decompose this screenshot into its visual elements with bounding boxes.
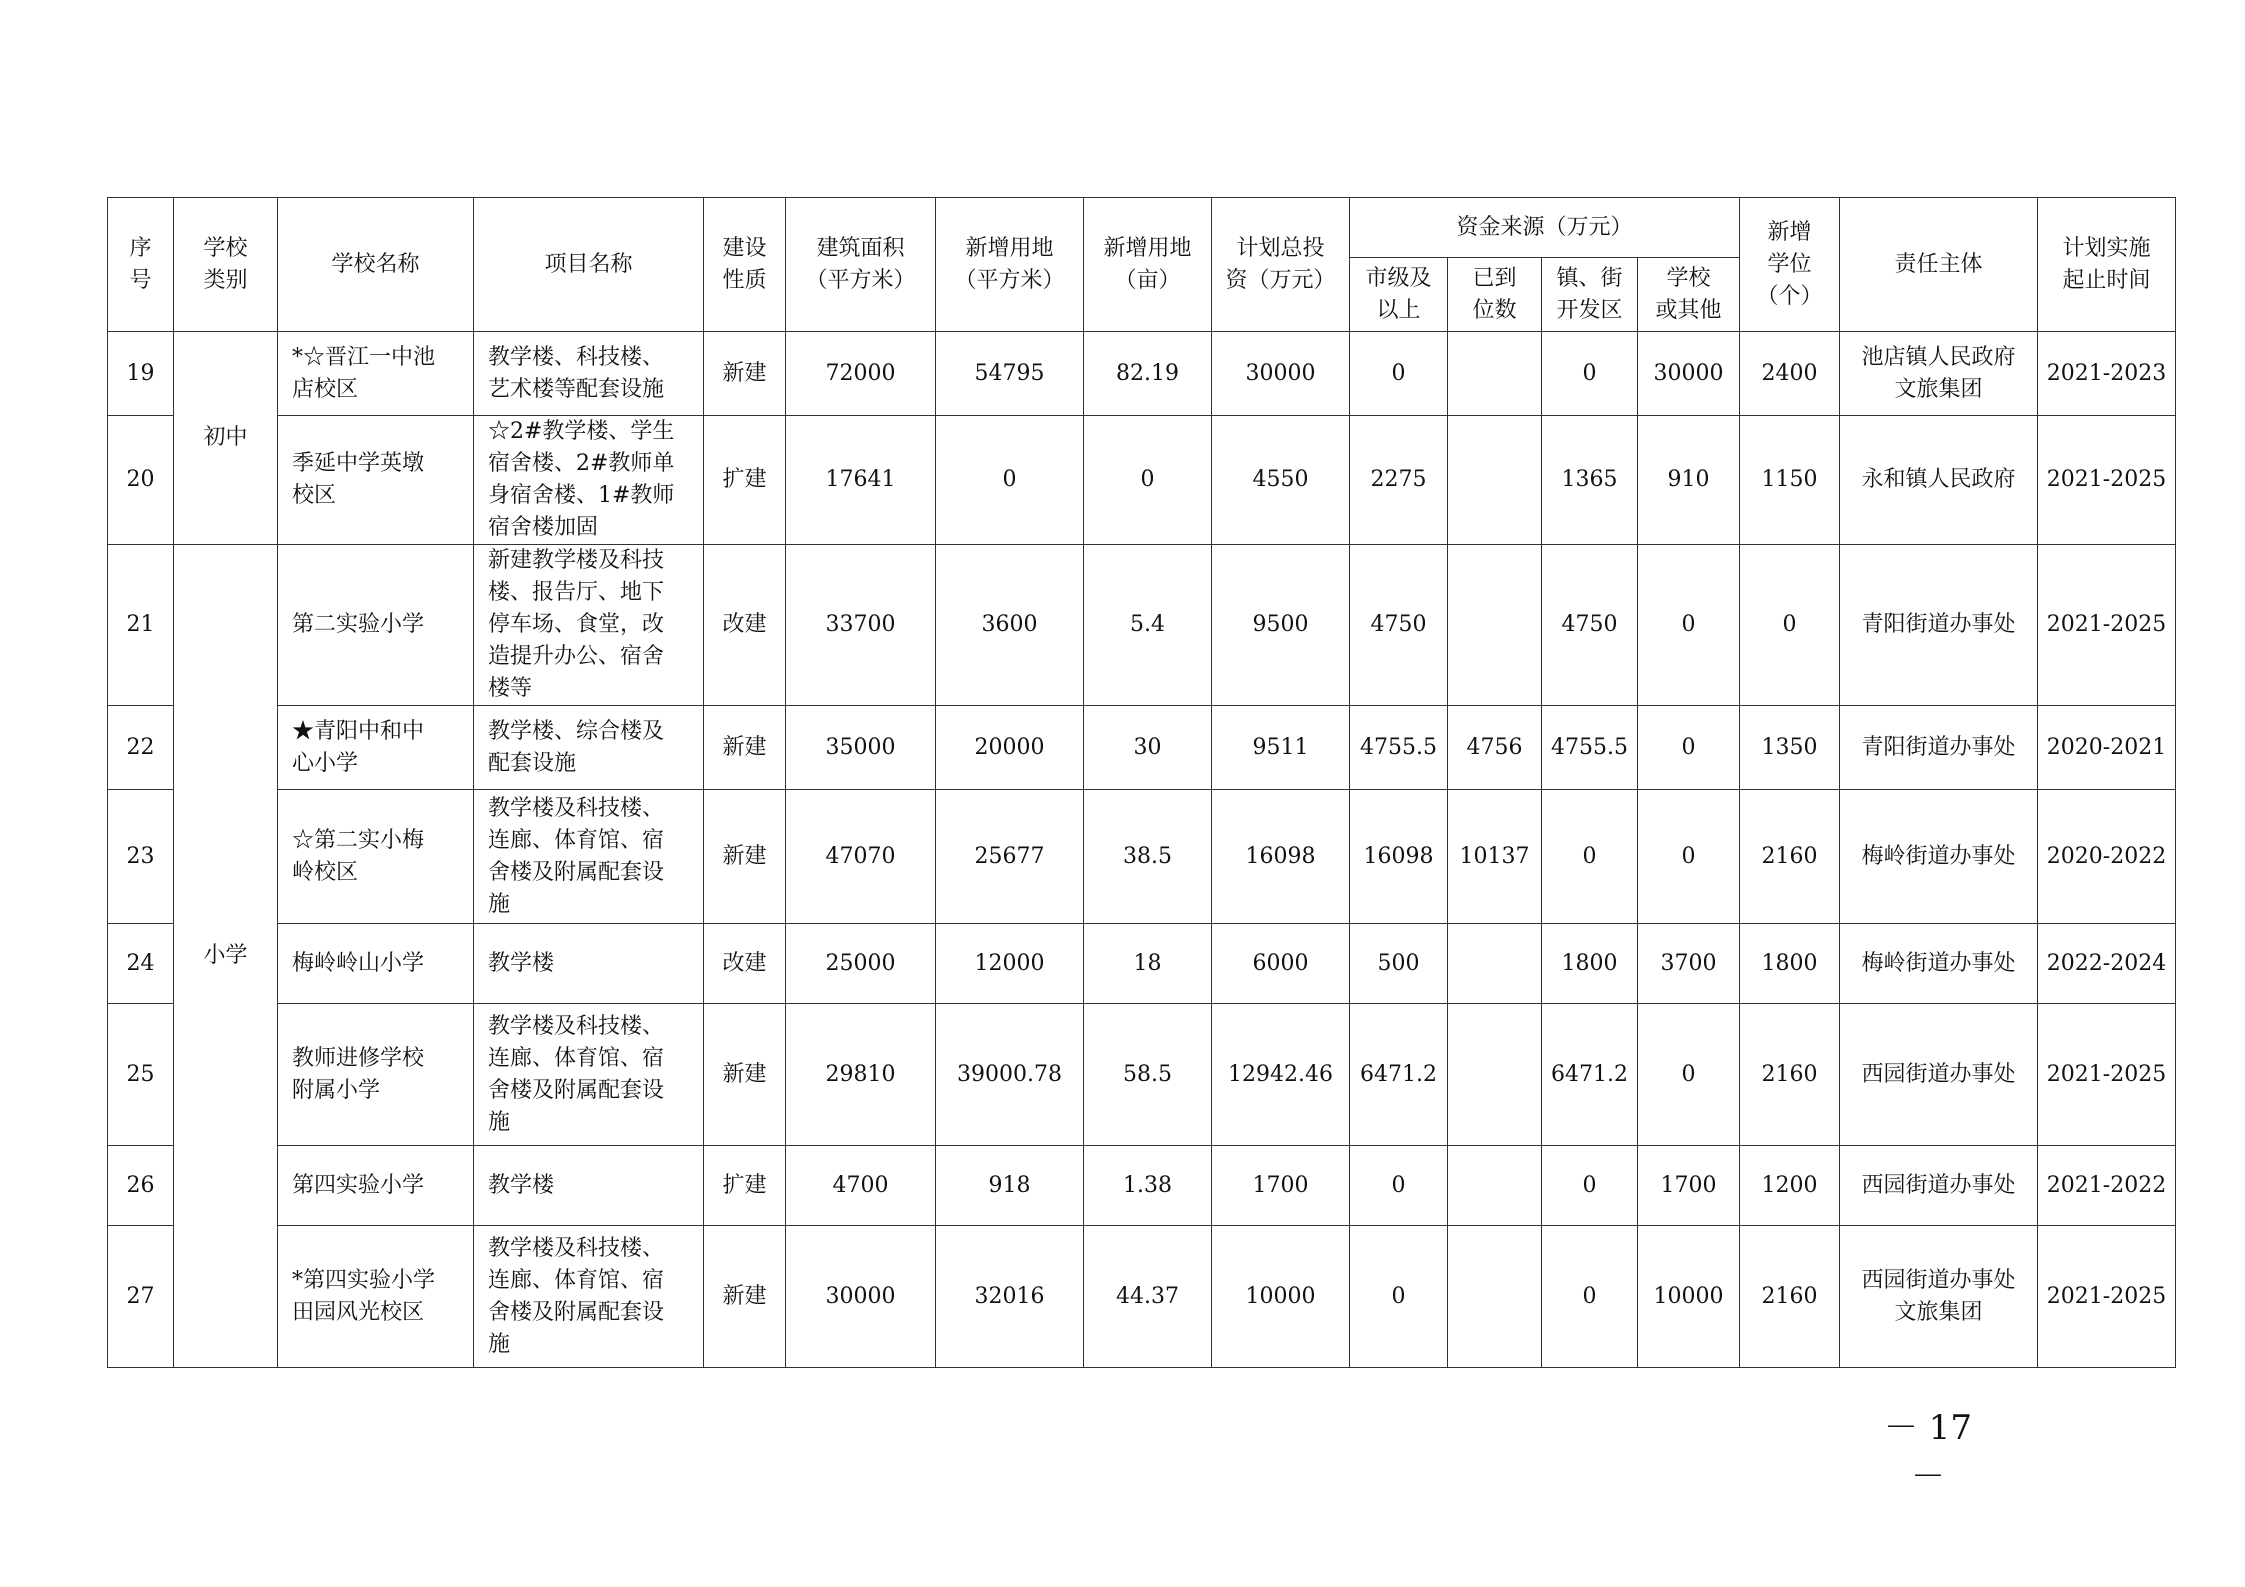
header-fund-town: 镇、街 开发区 <box>1542 258 1638 332</box>
seq-cell: 19 <box>108 332 174 416</box>
owner-cell: 西园街道办事处 文旅集团 <box>1840 1226 2038 1368</box>
seq-cell: 24 <box>108 924 174 1004</box>
table-row <box>108 1004 2176 1146</box>
owner-cell: 青阳街道办事处 <box>1840 545 2038 706</box>
seats-cell: 2160 <box>1740 1004 1840 1146</box>
project-name-cell: 教学楼及科技楼、 连廊、体育馆、宿 舍楼及附属配套设 施 <box>474 1004 704 1146</box>
land-mu-cell: 5.4 <box>1084 545 1212 706</box>
seq-cell: 23 <box>108 790 174 924</box>
table-row <box>108 332 2176 416</box>
header-area: 建筑面积 （平方米） <box>786 198 936 332</box>
fund-town-cell: 4755.5 <box>1542 706 1638 790</box>
land-mu-cell: 82.19 <box>1084 332 1212 416</box>
period-cell: 2021-2023 <box>2038 332 2176 416</box>
header-funding: 资金来源（万元） <box>1350 198 1740 258</box>
land-sqm-cell: 0 <box>936 416 1084 545</box>
fund-paid-cell <box>1448 1226 1542 1368</box>
seats-cell: 2160 <box>1740 1226 1840 1368</box>
fund-school-cell: 0 <box>1638 706 1740 790</box>
period-cell: 2022-2024 <box>2038 924 2176 1004</box>
project-name-cell: 教学楼 <box>474 924 704 1004</box>
area-cell: 17641 <box>786 416 936 545</box>
land-sqm-cell: 39000.78 <box>936 1004 1084 1146</box>
header-land-mu: 新增用地 （亩） <box>1084 198 1212 332</box>
investment-cell: 9511 <box>1212 706 1350 790</box>
fund-town-cell: 0 <box>1542 1146 1638 1226</box>
fund-city-cell: 500 <box>1350 924 1448 1004</box>
fund-town-cell: 1365 <box>1542 416 1638 545</box>
investment-cell: 10000 <box>1212 1226 1350 1368</box>
land-sqm-cell: 32016 <box>936 1226 1084 1368</box>
area-cell: 30000 <box>786 1226 936 1368</box>
land-sqm-cell: 25677 <box>936 790 1084 924</box>
page-number: － 17 － <box>1883 1408 1973 1497</box>
fund-paid-cell: 10137 <box>1448 790 1542 924</box>
project-name-cell: ☆2#教学楼、学生 宿舍楼、2#教师单 身宿舍楼、1#教师 宿舍楼加固 <box>474 416 704 545</box>
header-seq: 序 号 <box>108 198 174 332</box>
header-investment: 计划总投 资（万元） <box>1212 198 1350 332</box>
fund-paid-cell <box>1448 1146 1542 1226</box>
seq-cell: 21 <box>108 545 174 706</box>
fund-town-cell: 0 <box>1542 332 1638 416</box>
area-cell: 4700 <box>786 1146 936 1226</box>
period-cell: 2021-2022 <box>2038 1146 2176 1226</box>
seats-cell: 2160 <box>1740 790 1840 924</box>
fund-city-cell: 16098 <box>1350 790 1448 924</box>
period-cell: 2021-2025 <box>2038 416 2176 545</box>
header-period: 计划实施 起止时间 <box>2038 198 2176 332</box>
land-mu-cell: 44.37 <box>1084 1226 1212 1368</box>
project-name-cell: 教学楼、科技楼、 艺术楼等配套设施 <box>474 332 704 416</box>
seats-cell: 2400 <box>1740 332 1840 416</box>
land-mu-cell: 38.5 <box>1084 790 1212 924</box>
fund-school-cell: 3700 <box>1638 924 1740 1004</box>
nature-cell: 扩建 <box>704 1146 786 1226</box>
school-name-cell: *第四实验小学 田园风光校区 <box>278 1226 474 1368</box>
fund-paid-cell <box>1448 332 1542 416</box>
seq-cell: 20 <box>108 416 174 545</box>
investment-cell: 6000 <box>1212 924 1350 1004</box>
fund-town-cell: 6471.2 <box>1542 1004 1638 1146</box>
fund-school-cell: 30000 <box>1638 332 1740 416</box>
table-row <box>108 1146 2176 1226</box>
school-name-cell: 第二实验小学 <box>278 545 474 706</box>
nature-cell: 新建 <box>704 1226 786 1368</box>
seq-cell: 26 <box>108 1146 174 1226</box>
land-mu-cell: 1.38 <box>1084 1146 1212 1226</box>
header-nature: 建设 性质 <box>704 198 786 332</box>
land-sqm-cell: 3600 <box>936 545 1084 706</box>
fund-city-cell: 6471.2 <box>1350 1004 1448 1146</box>
school-name-cell: ☆第二实小梅 岭校区 <box>278 790 474 924</box>
fund-city-cell: 0 <box>1350 332 1448 416</box>
header-fund-paid: 已到 位数 <box>1448 258 1542 332</box>
fund-school-cell: 1700 <box>1638 1146 1740 1226</box>
table-row <box>108 924 2176 1004</box>
school-name-cell: ★青阳中和中 心小学 <box>278 706 474 790</box>
fund-paid-cell <box>1448 924 1542 1004</box>
land-mu-cell: 0 <box>1084 416 1212 545</box>
nature-cell: 新建 <box>704 706 786 790</box>
fund-city-cell: 2275 <box>1350 416 1448 545</box>
land-mu-cell: 18 <box>1084 924 1212 1004</box>
fund-paid-cell <box>1448 416 1542 545</box>
area-cell: 25000 <box>786 924 936 1004</box>
period-cell: 2020-2021 <box>2038 706 2176 790</box>
investment-cell: 9500 <box>1212 545 1350 706</box>
header-land-sqm: 新增用地 （平方米） <box>936 198 1084 332</box>
header-seats: 新增 学位 （个） <box>1740 198 1840 332</box>
fund-school-cell: 0 <box>1638 790 1740 924</box>
header-fund-school: 学校 或其他 <box>1638 258 1740 332</box>
school-name-cell: 季延中学英墩 校区 <box>278 416 474 545</box>
project-name-cell: 教学楼 <box>474 1146 704 1226</box>
fund-paid-cell: 4756 <box>1448 706 1542 790</box>
fund-town-cell: 4750 <box>1542 545 1638 706</box>
seats-cell: 1800 <box>1740 924 1840 1004</box>
investment-cell: 1700 <box>1212 1146 1350 1226</box>
period-cell: 2021-2025 <box>2038 545 2176 706</box>
project-name-cell: 教学楼、综合楼及 配套设施 <box>474 706 704 790</box>
school-name-cell: *☆晋江一中池 店校区 <box>278 332 474 416</box>
header-owner: 责任主体 <box>1840 198 2038 332</box>
nature-cell: 改建 <box>704 924 786 1004</box>
owner-cell: 池店镇人民政府 文旅集团 <box>1840 332 2038 416</box>
owner-cell: 青阳街道办事处 <box>1840 706 2038 790</box>
seats-cell: 1200 <box>1740 1146 1840 1226</box>
seq-cell: 27 <box>108 1226 174 1368</box>
seats-cell: 1150 <box>1740 416 1840 545</box>
fund-city-cell: 0 <box>1350 1146 1448 1226</box>
investment-cell: 4550 <box>1212 416 1350 545</box>
investment-cell: 16098 <box>1212 790 1350 924</box>
project-name-cell: 教学楼及科技楼、 连廊、体育馆、宿 舍楼及附属配套设 施 <box>474 790 704 924</box>
table-row <box>108 1226 2176 1368</box>
header-school-name: 学校名称 <box>278 198 474 332</box>
fund-town-cell: 0 <box>1542 790 1638 924</box>
fund-school-cell: 0 <box>1638 545 1740 706</box>
period-cell: 2020-2022 <box>2038 790 2176 924</box>
table-row <box>108 790 2176 924</box>
nature-cell: 改建 <box>704 545 786 706</box>
fund-town-cell: 0 <box>1542 1226 1638 1368</box>
area-cell: 72000 <box>786 332 936 416</box>
fund-paid-cell <box>1448 545 1542 706</box>
seats-cell: 1350 <box>1740 706 1840 790</box>
fund-school-cell: 910 <box>1638 416 1740 545</box>
header-category: 学校 类别 <box>174 198 278 332</box>
period-cell: 2021-2025 <box>2038 1004 2176 1146</box>
area-cell: 33700 <box>786 545 936 706</box>
seats-cell: 0 <box>1740 545 1840 706</box>
nature-cell: 新建 <box>704 1004 786 1146</box>
area-cell: 29810 <box>786 1004 936 1146</box>
category-junior-cell: 初中 <box>174 332 278 545</box>
table-row <box>108 706 2176 790</box>
category-primary-cell: 小学 <box>174 545 278 1368</box>
period-cell: 2021-2025 <box>2038 1226 2176 1368</box>
fund-city-cell: 0 <box>1350 1226 1448 1368</box>
header-fund-city: 市级及 以上 <box>1350 258 1448 332</box>
area-cell: 47070 <box>786 790 936 924</box>
nature-cell: 新建 <box>704 332 786 416</box>
fund-city-cell: 4755.5 <box>1350 706 1448 790</box>
project-name-cell: 教学楼及科技楼、 连廊、体育馆、宿 舍楼及附属配套设 施 <box>474 1226 704 1368</box>
nature-cell: 新建 <box>704 790 786 924</box>
header-project-name: 项目名称 <box>474 198 704 332</box>
investment-cell: 30000 <box>1212 332 1350 416</box>
fund-paid-cell <box>1448 1004 1542 1146</box>
owner-cell: 永和镇人民政府 <box>1840 416 2038 545</box>
seq-cell: 25 <box>108 1004 174 1146</box>
table-row <box>108 416 2176 545</box>
table-row <box>108 545 2176 706</box>
land-mu-cell: 58.5 <box>1084 1004 1212 1146</box>
investment-cell: 12942.46 <box>1212 1004 1350 1146</box>
land-sqm-cell: 918 <box>936 1146 1084 1226</box>
school-name-cell: 教师进修学校 附属小学 <box>278 1004 474 1146</box>
owner-cell: 梅岭街道办事处 <box>1840 790 2038 924</box>
project-table <box>107 197 2176 1368</box>
owner-cell: 西园街道办事处 <box>1840 1004 2038 1146</box>
fund-school-cell: 0 <box>1638 1004 1740 1146</box>
fund-town-cell: 1800 <box>1542 924 1638 1004</box>
owner-cell: 梅岭街道办事处 <box>1840 924 2038 1004</box>
fund-school-cell: 10000 <box>1638 1226 1740 1368</box>
nature-cell: 扩建 <box>704 416 786 545</box>
land-sqm-cell: 20000 <box>936 706 1084 790</box>
project-name-cell: 新建教学楼及科技 楼、报告厅、地下 停车场、食堂，改 造提升办公、宿舍 楼等 <box>474 545 704 706</box>
table-body <box>108 332 2176 1368</box>
land-sqm-cell: 54795 <box>936 332 1084 416</box>
seq-cell: 22 <box>108 706 174 790</box>
land-sqm-cell: 12000 <box>936 924 1084 1004</box>
school-name-cell: 第四实验小学 <box>278 1146 474 1226</box>
owner-cell: 西园街道办事处 <box>1840 1146 2038 1226</box>
school-name-cell: 梅岭岭山小学 <box>278 924 474 1004</box>
land-mu-cell: 30 <box>1084 706 1212 790</box>
fund-city-cell: 4750 <box>1350 545 1448 706</box>
area-cell: 35000 <box>786 706 936 790</box>
